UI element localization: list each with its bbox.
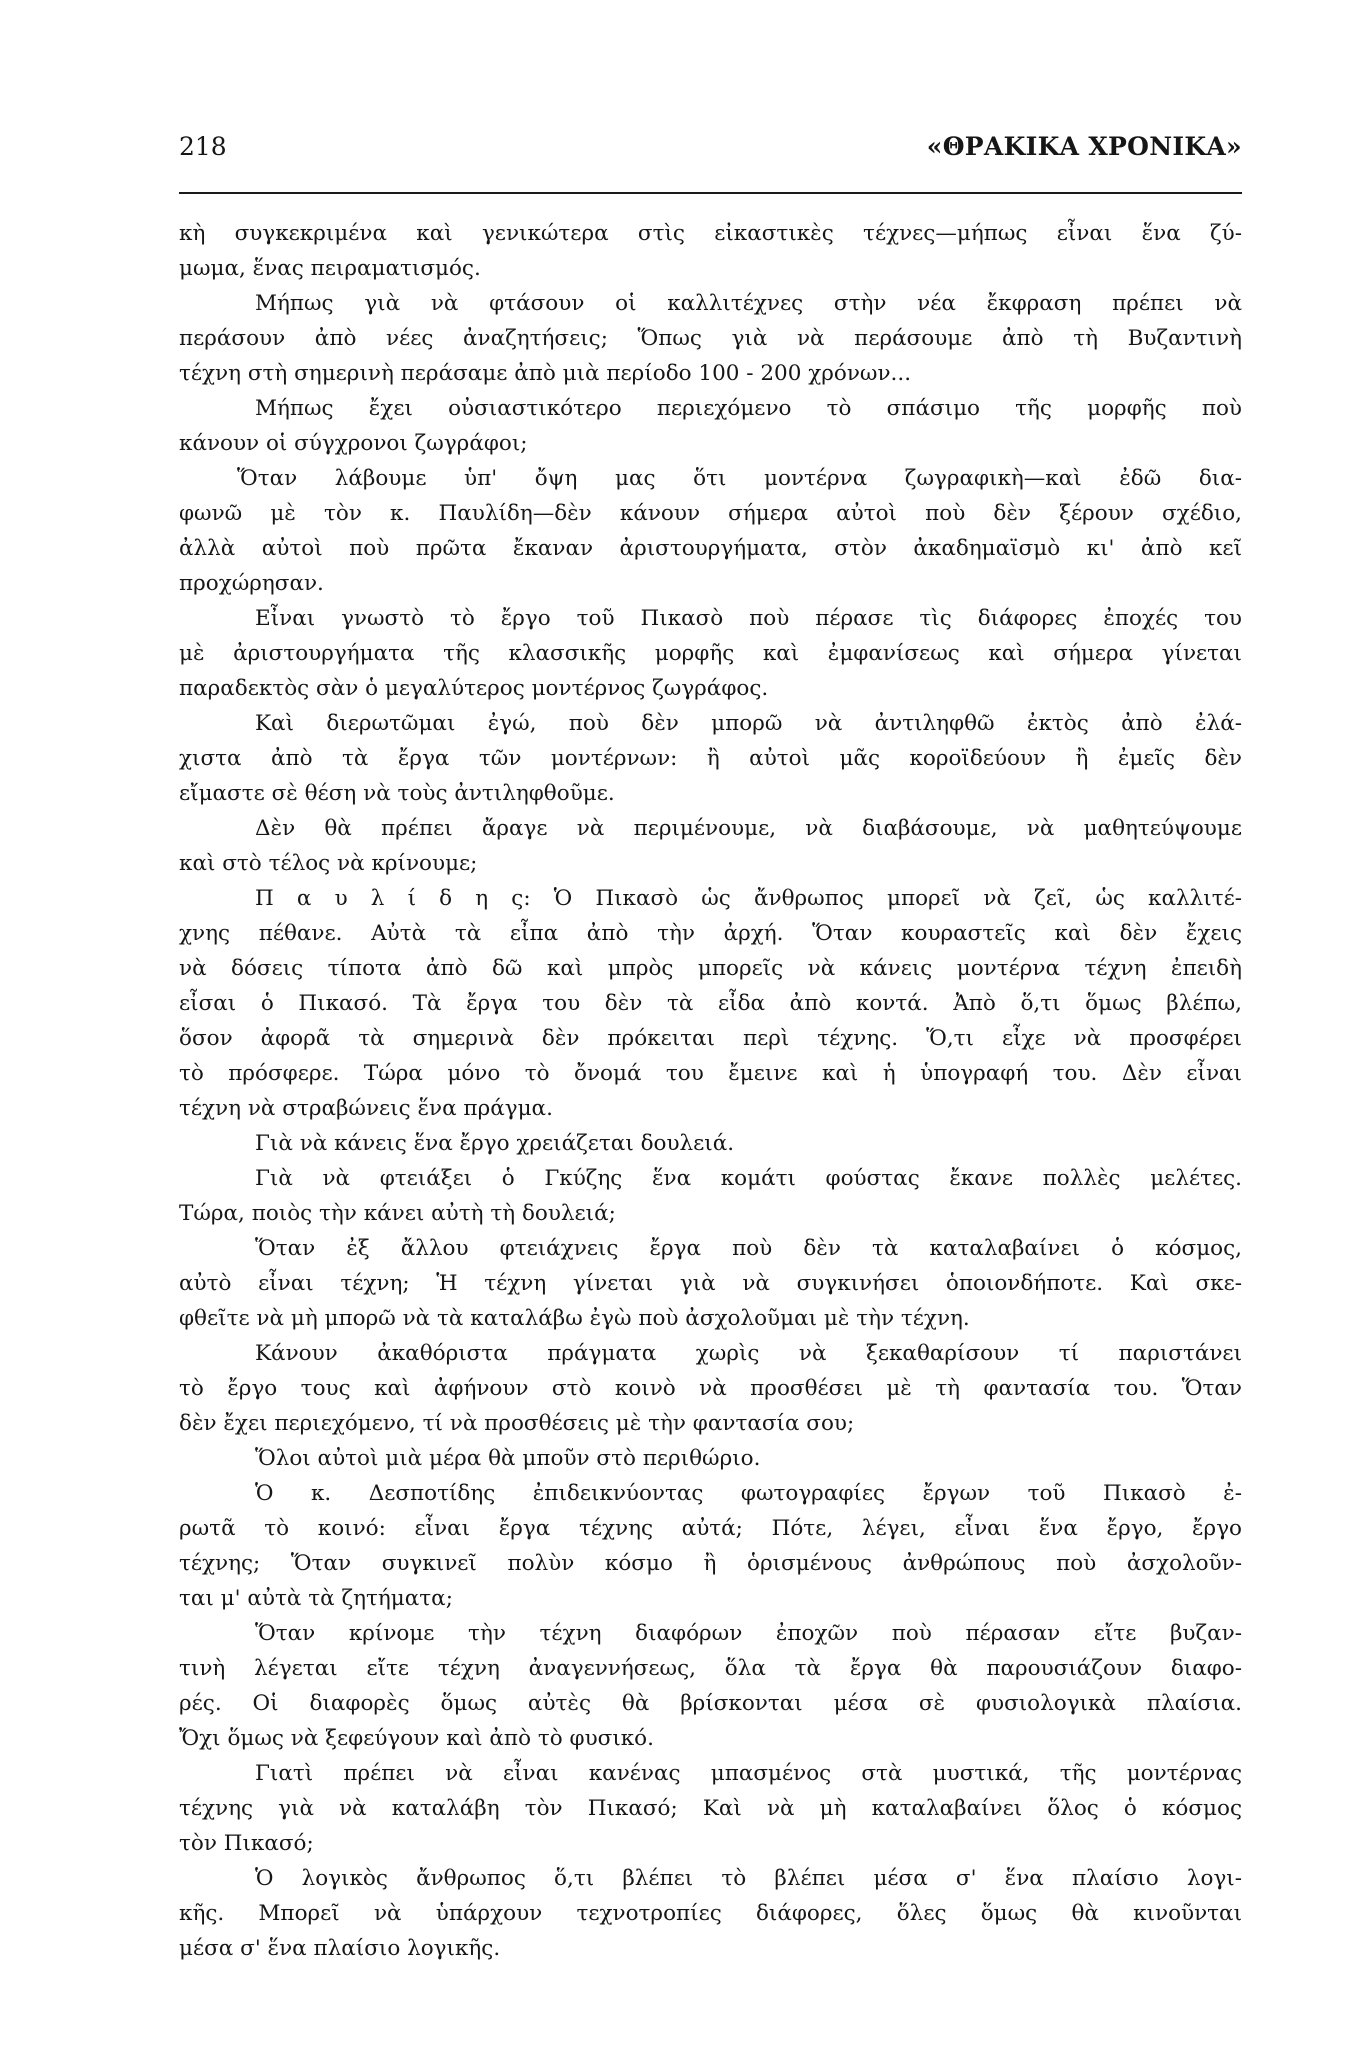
text-line: ὅσον ἀφορᾶ τὰ σημερινὰ δὲν πρόκειται περὶ τέχνης. Ὅ,τι εἶχε νὰ προσφέρει	[179, 1026, 1242, 1051]
text-line: Μήπως ἔχει οὐσιαστικότερο περιεχόμενο τὸ σπάσιμο τῆς μορφῆς ποὺ	[255, 396, 1242, 421]
text-line: τὸν Πικασό;	[179, 1831, 314, 1856]
text-line: φωνῶ μὲ τὸν κ. Παυλίδη—δὲν κάνουν σήμερα αὐτοὶ ποὺ δὲν ξέρουν σχέδιο,	[179, 501, 1242, 526]
text-line: εἶσαι ὁ Πικασό. Τὰ ἔργα του δὲν τὰ εἶδα ἀπὸ κοντά. Ἀπὸ ὅ,τι ὅμως βλέπω,	[179, 991, 1242, 1016]
running-head: «ΘΡΑΚΙΚΑ ΧΡΟΝΙΚΑ»	[926, 132, 1242, 161]
text-line: τέχνη στὴ σημερινὴ περάσαμε ἀπὸ μιὰ περίοδο 100 - 200 χρόνων...	[179, 361, 912, 386]
page-number: 218	[179, 132, 227, 161]
text-line: Δὲν θὰ πρέπει ἄραγε νὰ περιμένουμε, νὰ διαβάσουμε, νὰ μαθητεύψουμε	[255, 816, 1242, 841]
text-line: μωμα, ἕνας πειραματισμός.	[179, 256, 481, 281]
text-line: Ὁ κ. Δεσποτίδης ἐπιδεικνύοντας φωτογραφίες ἔργων τοῦ Πικασὸ ἐ-	[255, 1481, 1242, 1506]
text-line: ρές. Οἱ διαφορὲς ὅμως αὐτὲς θὰ βρίσκονται μέσα σὲ φυσιολογικὰ πλαίσια.	[179, 1691, 1242, 1716]
header-rule	[179, 192, 1242, 194]
text-line: κὴ συγκεκριμένα καὶ γενικώτερα στὶς εἰκαστικὲς τέχνες—μήπως εἶναι ἕνα ζύ-	[179, 221, 1242, 246]
text-line: Μήπως γιὰ νὰ φτάσουν οἱ καλλιτέχνες στὴν νέα ἔκφραση πρέπει νὰ	[255, 291, 1242, 316]
text-line: παραδεκτὸς σὰν ὁ μεγαλύτερος μοντέρνος ζωγράφος.	[179, 676, 769, 701]
text-line: Τώρα, ποιὸς τὴν κάνει αὐτὴ τὴ δουλειά;	[179, 1201, 616, 1226]
text-line: Π α υ λ ί δ η ς: Ὁ Πικασὸ ὡς ἄνθρωπος μπορεῖ νὰ ζεῖ, ὡς καλλιτέ-	[255, 886, 1242, 911]
text-line: μὲ ἀριστουργήματα τῆς κλασσικῆς μορφῆς καὶ ἐμφανίσεως καὶ σήμερα γίνεται	[179, 641, 1242, 666]
text-line: Γιὰ νὰ κάνεις ἕνα ἔργο χρειάζεται δουλειά.	[255, 1131, 735, 1156]
text-line: φθεῖτε νὰ μὴ μπορῶ νὰ τὰ καταλάβω ἐγὼ ποὺ ἀσχολοῦμαι μὲ τὴν τέχνη.	[179, 1306, 970, 1331]
text-line: Γιὰ νὰ φτειάξει ὁ Γκύζης ἕνα κομάτι φούστας ἔκανε πολλὲς μελέτες.	[255, 1166, 1242, 1191]
text-line: Ὅταν κρίνομε τὴν τέχνη διαφόρων ἐποχῶν ποὺ πέρασαν εἴτε βυζαν-	[255, 1621, 1242, 1646]
text-line: ἀλλὰ αὐτοὶ ποὺ πρῶτα ἔκαναν ἀριστουργήματα, στὸν ἀκαδημαϊσμὸ κι' ἀπὸ κεῖ	[179, 536, 1242, 561]
text-line: Κάνουν ἀκαθόριστα πράγματα χωρὶς νὰ ξεκαθαρίσουν τί παριστάνει	[255, 1341, 1242, 1366]
text-line: Ὁ λογικὸς ἄνθρωπος ὅ,τι βλέπει τὸ βλέπει μέσα σ' ἕνα πλαίσιο λογι-	[255, 1866, 1242, 1891]
text-line: αὐτὸ εἶναι τέχνη; Ἡ τέχνη γίνεται γιὰ νὰ συγκινήσει ὁποιονδήποτε. Καὶ σκε-	[179, 1271, 1242, 1296]
text-line: τέχνη νὰ στραβώνεις ἕνα πράγμα.	[179, 1096, 553, 1121]
text-line: Ὅταν λάβουμε ὑπ' ὄψη μας ὅτι μοντέρνα ζωγραφικὴ—καὶ ἐδῶ δια-	[237, 466, 1242, 491]
text-line: εἴμαστε σὲ θέση νὰ τοὺς ἀντιληφθοῦμε.	[179, 781, 615, 806]
text-line: ται μ' αὐτὰ τὰ ζητήματα;	[179, 1586, 453, 1611]
text-line: Ὅλοι αὐτοὶ μιὰ μέρα θὰ μποῦν στὸ περιθώριο.	[255, 1446, 761, 1471]
text-line: τὸ ἔργο τους καὶ ἀφήνουν στὸ κοινὸ νὰ προσθέσει μὲ τὴ φαντασία του. Ὅταν	[179, 1376, 1242, 1401]
text-line: κάνουν οἱ σύγχρονοι ζωγράφοι;	[179, 431, 528, 456]
text-line: περάσουν ἀπὸ νέες ἀναζητήσεις; Ὅπως γιὰ νὰ περάσουμε ἀπὸ τὴ Βυζαντινὴ	[179, 326, 1242, 351]
article-body	[179, 216, 1242, 1966]
text-line: Ὅταν ἐξ ἄλλου φτειάχνεις ἔργα ποὺ δὲν τὰ καταλαβαίνει ὁ κόσμος,	[255, 1236, 1242, 1261]
text-line: κῆς. Μπορεῖ νὰ ὑπάρχουν τεχνοτροπίες διάφορες, ὅλες ὅμως θὰ κινοῦνται	[179, 1901, 1242, 1926]
page-header	[179, 129, 1242, 165]
text-line: Ὄχι ὅμως νὰ ξεφεύγουν καὶ ἀπὸ τὸ φυσικό.	[179, 1726, 654, 1751]
text-line: χιστα ἀπὸ τὰ ἔργα τῶν μοντέρνων: ἢ αὐτοὶ μᾶς κοροϊδεύουν ἢ ἐμεῖς δὲν	[179, 746, 1242, 771]
text-line: προχώρησαν.	[179, 571, 324, 596]
text-line: τέχνης γιὰ νὰ καταλάβη τὸν Πικασό; Καὶ νὰ μὴ καταλαβαίνει ὅλος ὁ κόσμος	[179, 1796, 1242, 1821]
text-line: τινὴ λέγεται εἴτε τέχνη ἀναγεννήσεως, ὅλα τὰ ἔργα θὰ παρουσιάζουν διαφο-	[179, 1656, 1242, 1681]
text-line: Εἶναι γνωστὸ τὸ ἔργο τοῦ Πικασὸ ποὺ πέρασε τὶς διάφορες ἐποχές του	[255, 606, 1242, 631]
text-line: νὰ δόσεις τίποτα ἀπὸ δῶ καὶ μπρὸς μπορεῖς νὰ κάνεις μοντέρνα τέχνη ἐπειδὴ	[179, 956, 1242, 981]
text-line: χνης πέθανε. Αὐτὰ τὰ εἶπα ἀπὸ τὴν ἀρχή. Ὅταν κουραστεῖς καὶ δὲν ἔχεις	[179, 921, 1242, 946]
text-line: δὲν ἔχει περιεχόμενο, τί νὰ προσθέσεις μὲ τὴν φαντασία σου;	[179, 1411, 855, 1436]
text-line: τέχνης; Ὅταν συγκινεῖ πολὺν κόσμο ἢ ὁρισμένους ἀνθρώπους ποὺ ἀσχολοῦν-	[179, 1551, 1242, 1576]
text-line: τὸ πρόσφερε. Τώρα μόνο τὸ ὄνομά του ἔμεινε καὶ ἡ ὑπογραφή του. Δὲν εἶναι	[179, 1061, 1242, 1086]
text-line: Γιατὶ πρέπει νὰ εἶναι κανένας μπασμένος στὰ μυστικά, τῆς μοντέρνας	[255, 1761, 1242, 1786]
text-line: καὶ στὸ τέλος νὰ κρίνουμε;	[179, 851, 478, 876]
text-line: ρωτᾶ τὸ κοινό: εἶναι ἔργα τέχνης αὐτά; Πότε, λέγει, εἶναι ἕνα ἔργο, ἔργο	[179, 1516, 1242, 1541]
text-line: μέσα σ' ἕνα πλαίσιο λογικῆς.	[179, 1936, 501, 1961]
text-line: Καὶ διερωτῶμαι ἐγώ, ποὺ δὲν μπορῶ νὰ ἀντιληφθῶ ἐκτὸς ἀπὸ ἐλά-	[255, 711, 1242, 736]
